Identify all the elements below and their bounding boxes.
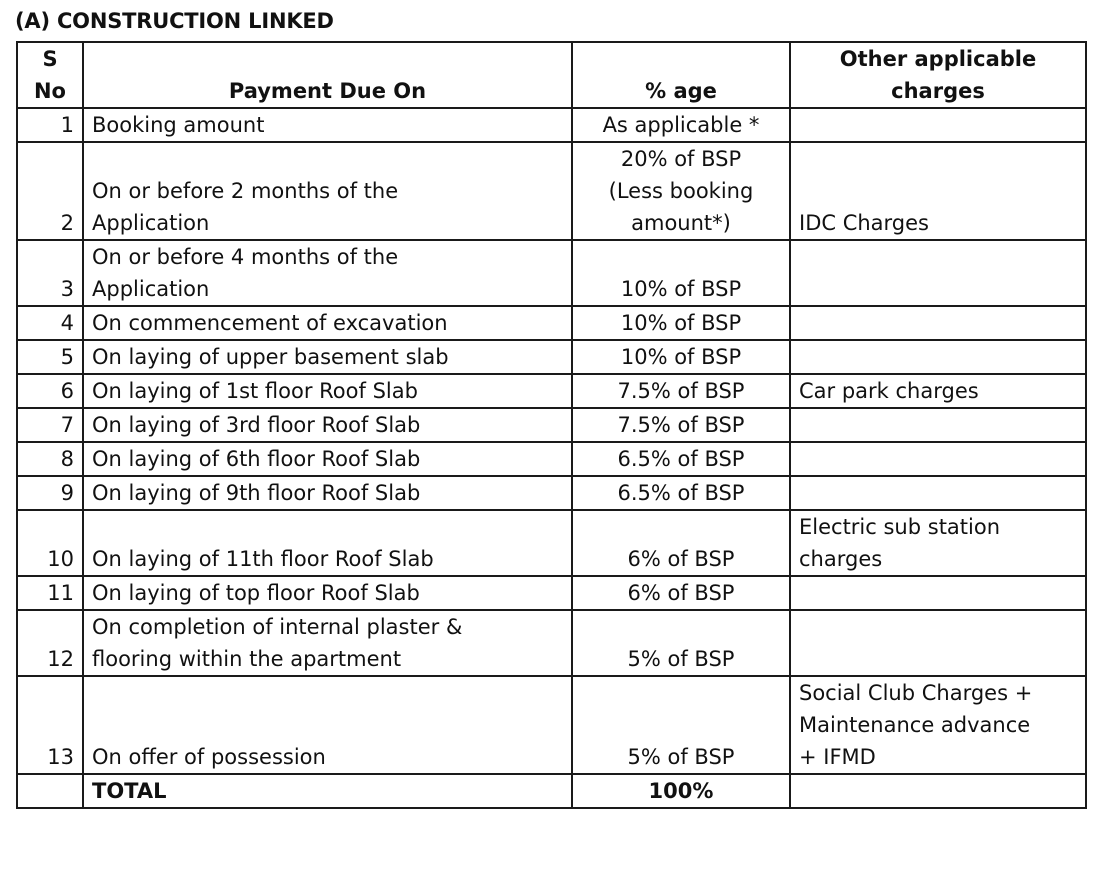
row-payment-due-on: On commencement of excavation bbox=[83, 306, 572, 340]
row-sno: 6 bbox=[17, 374, 83, 408]
row-other-charges: IDC Charges bbox=[790, 142, 1086, 240]
row-other-charges: Social Club Charges + Maintenance advance + IFMD bbox=[790, 676, 1086, 774]
row-payment-due-on: Booking amount bbox=[83, 108, 572, 142]
header-sno: S No bbox=[17, 42, 83, 108]
row-sno: 5 bbox=[17, 340, 83, 374]
table-row bbox=[17, 240, 1086, 306]
row-payment-due-on: On laying of 11th floor Roof Slab bbox=[83, 510, 572, 576]
row-other-charges bbox=[790, 306, 1086, 340]
table-row bbox=[17, 374, 1086, 408]
table-row bbox=[17, 408, 1086, 442]
row-sno: 4 bbox=[17, 306, 83, 340]
row-percentage: 5% of BSP bbox=[572, 676, 790, 774]
row-sno: 2 bbox=[17, 142, 83, 240]
table-row bbox=[17, 442, 1086, 476]
row-sno: 1 bbox=[17, 108, 83, 142]
row-payment-due-on: On completion of internal plaster & flooring within the apartment bbox=[83, 610, 572, 676]
table-row bbox=[17, 576, 1086, 610]
row-other-charges bbox=[790, 240, 1086, 306]
table-row bbox=[17, 676, 1086, 774]
row-sno: 3 bbox=[17, 240, 83, 306]
table-row bbox=[17, 476, 1086, 510]
row-other-charges bbox=[790, 340, 1086, 374]
row-percentage: 7.5% of BSP bbox=[572, 374, 790, 408]
row-payment-due-on: On or before 4 months of the Application bbox=[83, 240, 572, 306]
row-other-charges bbox=[790, 408, 1086, 442]
row-payment-due-on: On laying of 9th floor Roof Slab bbox=[83, 476, 572, 510]
row-payment-due-on: On laying of 3rd floor Roof Slab bbox=[83, 408, 572, 442]
row-sno: 12 bbox=[17, 610, 83, 676]
row-percentage: 7.5% of BSP bbox=[572, 408, 790, 442]
row-percentage: 10% of BSP bbox=[572, 306, 790, 340]
row-sno: 13 bbox=[17, 676, 83, 774]
row-percentage: 10% of BSP bbox=[572, 340, 790, 374]
total-row bbox=[17, 774, 1086, 808]
row-other-charges: Car park charges bbox=[790, 374, 1086, 408]
row-percentage: 20% of BSP (Less booking amount*) bbox=[572, 142, 790, 240]
payment-schedule-table bbox=[16, 41, 1087, 809]
row-percentage: 6% of BSP bbox=[572, 510, 790, 576]
total-percentage: 100% bbox=[572, 774, 790, 808]
row-other-charges: Electric sub station charges bbox=[790, 510, 1086, 576]
total-label: TOTAL bbox=[83, 774, 572, 808]
row-sno: 9 bbox=[17, 476, 83, 510]
header-payment-due-on: Payment Due On bbox=[83, 42, 572, 108]
header-row bbox=[17, 42, 1086, 108]
table-row bbox=[17, 340, 1086, 374]
row-percentage: 10% of BSP bbox=[572, 240, 790, 306]
total-other-charges bbox=[790, 774, 1086, 808]
row-other-charges bbox=[790, 442, 1086, 476]
row-sno: 7 bbox=[17, 408, 83, 442]
header-percentage: % age bbox=[572, 42, 790, 108]
row-payment-due-on: On laying of upper basement slab bbox=[83, 340, 572, 374]
row-other-charges bbox=[790, 108, 1086, 142]
header-other-charges: Other applicable charges bbox=[790, 42, 1086, 108]
row-payment-due-on: On laying of top floor Roof Slab bbox=[83, 576, 572, 610]
row-percentage: 5% of BSP bbox=[572, 610, 790, 676]
row-sno: 11 bbox=[17, 576, 83, 610]
row-percentage: 6.5% of BSP bbox=[572, 442, 790, 476]
row-payment-due-on: On laying of 1st floor Roof Slab bbox=[83, 374, 572, 408]
row-percentage: 6% of BSP bbox=[572, 576, 790, 610]
table-row bbox=[17, 108, 1086, 142]
row-payment-due-on: On offer of possession bbox=[83, 676, 572, 774]
row-other-charges bbox=[790, 476, 1086, 510]
row-percentage: 6.5% of BSP bbox=[572, 476, 790, 510]
row-sno: 10 bbox=[17, 510, 83, 576]
row-payment-due-on: On laying of 6th floor Roof Slab bbox=[83, 442, 572, 476]
row-other-charges bbox=[790, 576, 1086, 610]
row-other-charges bbox=[790, 610, 1086, 676]
row-payment-due-on: On or before 2 months of the Application bbox=[83, 142, 572, 240]
page-title: (A) CONSTRUCTION LINKED bbox=[15, 9, 334, 33]
table-row bbox=[17, 142, 1086, 240]
total-sno bbox=[17, 774, 83, 808]
row-sno: 8 bbox=[17, 442, 83, 476]
table-row bbox=[17, 510, 1086, 576]
table-row bbox=[17, 306, 1086, 340]
table-row bbox=[17, 610, 1086, 676]
row-percentage: As applicable * bbox=[572, 108, 790, 142]
